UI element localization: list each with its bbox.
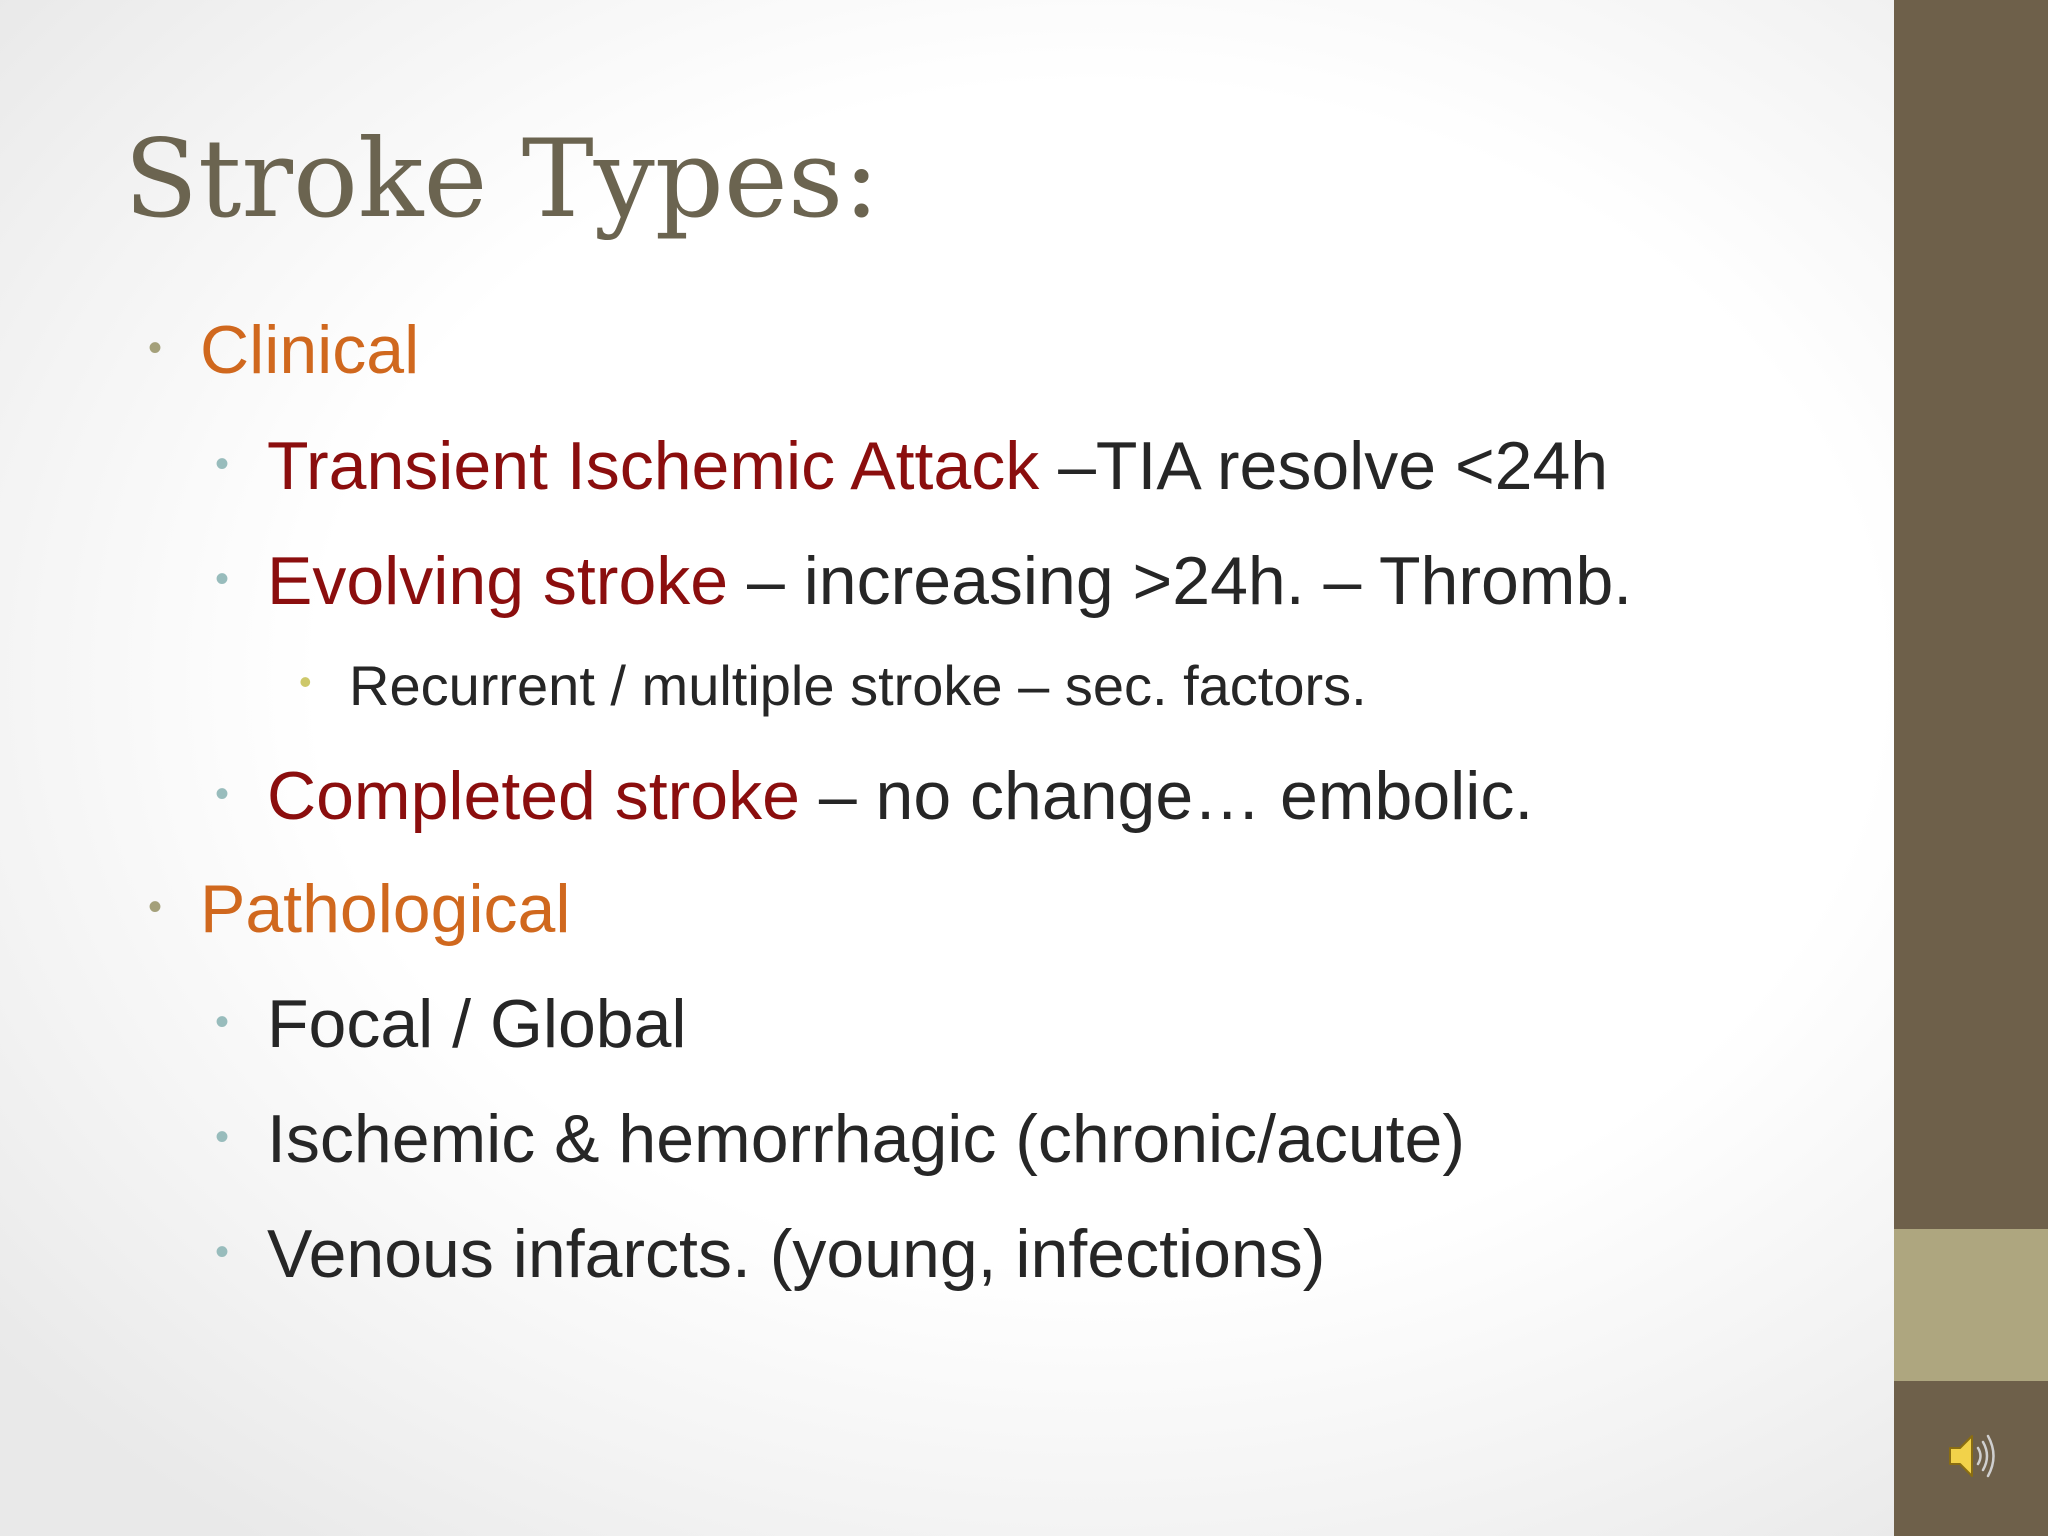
category-label: Pathological xyxy=(200,871,571,947)
bullet-focal-global xyxy=(215,986,687,1062)
term-label: Evolving stroke xyxy=(267,543,729,619)
subpoint-text: Recurrent / multiple stroke – sec. factors. xyxy=(349,654,1367,717)
term-description: – no change… embolic. xyxy=(799,758,1534,834)
bullet-clinical xyxy=(148,312,420,388)
theme-sidebar-accent xyxy=(1894,1229,2048,1381)
bullet-completed xyxy=(215,758,1534,834)
bullet-pathological xyxy=(148,871,571,947)
bullet-ischemic xyxy=(215,1101,1466,1177)
bullet-venous xyxy=(215,1216,1326,1292)
bullet-dot: • xyxy=(148,326,163,370)
term-description: – increasing >24h. – Thromb. xyxy=(728,543,1633,619)
bullet-evolving xyxy=(215,543,1633,619)
bullet-text: Ischemic & hemorrhagic (chronic/acute) xyxy=(267,1101,1466,1177)
bullet-text: Focal / Global xyxy=(267,986,687,1062)
bullet-dot: • xyxy=(215,1000,230,1044)
bullet-dot: • xyxy=(148,885,163,929)
slide-title: Stroke Types: xyxy=(124,117,880,242)
bullet-dot: • xyxy=(215,1230,230,1274)
bullet-dot: • xyxy=(215,772,230,816)
term-label: Transient Ischemic Attack xyxy=(267,428,1040,504)
bullet-recurrent xyxy=(299,654,1367,717)
bullet-dot: • xyxy=(215,1115,230,1159)
term-description: –TIA resolve <24h xyxy=(1039,428,1609,504)
term-label: Completed stroke xyxy=(267,758,800,834)
bullet-tia xyxy=(215,428,1609,504)
speaker-icon[interactable] xyxy=(1946,1430,2002,1482)
bullet-dot: • xyxy=(215,557,230,601)
theme-sidebar xyxy=(1894,0,2048,1536)
bullet-dot: • xyxy=(215,442,230,486)
bullet-dot: • xyxy=(299,661,312,702)
category-label: Clinical xyxy=(200,312,420,388)
bullet-text: Venous infarcts. (young, infections) xyxy=(267,1216,1326,1292)
